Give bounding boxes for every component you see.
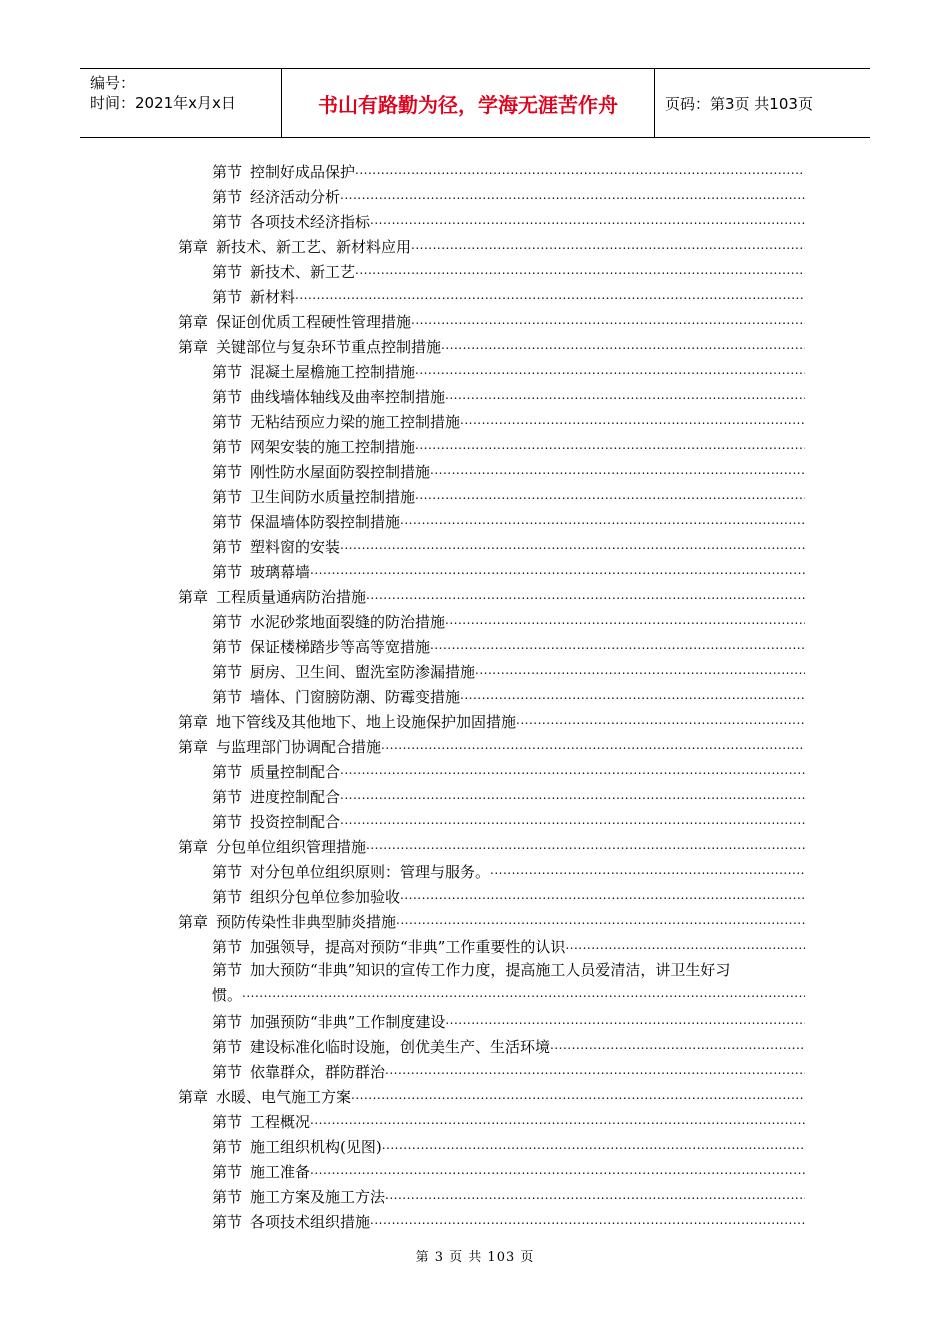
- toc-entry-title: 玻璃幕墙: [250, 563, 311, 581]
- toc-entry-prefix: 第节: [212, 213, 243, 231]
- toc-entry-title: 施工组织机构(见图): [250, 1138, 382, 1156]
- dot-leader: [381, 734, 805, 756]
- toc-entry-section[interactable]: [178, 1058, 805, 1083]
- toc-entry-section[interactable]: [178, 933, 805, 958]
- toc-entry-section[interactable]: [178, 558, 805, 583]
- header-motto: 书山有路勤为径，学海无涯苦作舟: [282, 69, 655, 137]
- toc-entry-title: 新技术、新工艺、新材料应用: [216, 238, 412, 256]
- toc-entry-title: 对分包单位组织原则：管理与服务。: [250, 863, 491, 881]
- toc-entry-section[interactable]: [178, 258, 805, 283]
- dot-leader: [460, 409, 805, 431]
- dot-leader: [475, 659, 805, 681]
- toc-entry-prefix: 第节: [212, 1213, 243, 1231]
- toc-entry-title: 加强预防“非典”工作制度建设: [250, 1013, 446, 1031]
- toc-entry-chapter[interactable]: [178, 733, 805, 758]
- document-date-label: 时间：2021年x月x日: [90, 94, 236, 112]
- toc-entry-title: 厨房、卫生间、盥洗室防渗漏措施: [250, 663, 476, 681]
- toc-entry-section[interactable]: [178, 508, 805, 533]
- toc-entry-prefix: 第节: [212, 1188, 243, 1206]
- dot-leader: [310, 1159, 805, 1181]
- toc-entry-title: 进度控制配合: [250, 788, 341, 806]
- toc-entry-prefix: 第节: [212, 488, 243, 506]
- toc-entry-chapter[interactable]: [178, 1083, 805, 1108]
- toc-entry-prefix: 第章: [178, 838, 209, 856]
- dot-leader: [370, 1209, 805, 1231]
- toc-entry-section[interactable]: [178, 783, 805, 808]
- toc-entry-prefix: 第章: [178, 1088, 209, 1106]
- toc-entry-prefix: 第节: [212, 688, 243, 706]
- toc-entry-line: [212, 983, 805, 1008]
- toc-entry-prefix: 第章: [178, 588, 209, 606]
- toc-entry-prefix: 第节: [212, 1063, 243, 1081]
- toc-entry-chapter[interactable]: [178, 333, 805, 358]
- toc-entry-title: 曲线墙体轴线及曲率控制措施: [250, 388, 446, 406]
- dot-leader: [565, 934, 805, 956]
- dot-leader: [340, 809, 805, 831]
- toc-entry-prefix: 第节: [212, 563, 243, 581]
- dot-leader: [460, 684, 805, 706]
- toc-entry-section[interactable]: [178, 633, 805, 658]
- toc-entry-title: 无粘结预应力梁的施工控制措施: [250, 413, 461, 431]
- toc-entry-title: 分包单位组织管理措施: [216, 838, 367, 856]
- toc-entry-prefix: 第节: [212, 163, 243, 181]
- toc-entry-chapter[interactable]: [178, 233, 805, 258]
- toc-entry-prefix: 第节: [212, 863, 243, 881]
- dot-leader: [340, 759, 805, 781]
- toc-entry-prefix: 第节: [212, 538, 243, 556]
- toc-entry-title: 水泥砂浆地面裂缝的防治措施: [250, 613, 446, 631]
- toc-entry-section[interactable]: [178, 383, 805, 408]
- dot-leader: [340, 784, 805, 806]
- toc-entry-prefix: 第节: [212, 763, 243, 781]
- toc-entry-section[interactable]: [178, 208, 805, 233]
- toc-entry-prefix: 第节: [212, 938, 243, 956]
- dot-leader: [490, 859, 805, 881]
- toc-entry-title: 保温墙体防裂控制措施: [250, 513, 401, 531]
- toc-entry-section[interactable]: [178, 358, 805, 383]
- dot-leader: [351, 1084, 805, 1106]
- toc-entry-section[interactable]: [178, 883, 805, 908]
- toc-entry-title: 各项技术经济指标: [250, 213, 371, 231]
- toc-entry-section[interactable]: [178, 683, 805, 708]
- toc-entry-title: 依靠群众，群防群治: [250, 1063, 386, 1081]
- toc-entry-title: 保证创优质工程硬性管理措施: [216, 313, 412, 331]
- dot-leader: [310, 1109, 805, 1131]
- dot-leader: [430, 459, 805, 481]
- toc-entry-chapter[interactable]: [178, 583, 805, 608]
- toc-entry-title: 刚性防水屋面防裂控制措施: [250, 463, 431, 481]
- dot-leader: [400, 884, 805, 906]
- dot-leader: [415, 359, 805, 381]
- toc-entry-section[interactable]: [178, 758, 805, 783]
- toc-entry-title: 新技术、新工艺: [250, 263, 356, 281]
- toc-entry-prefix: 第节: [212, 1163, 243, 1181]
- toc-entry-section[interactable]: [178, 1183, 805, 1208]
- dot-leader: [366, 834, 805, 856]
- toc-entry-title: 质量控制配合: [250, 763, 341, 781]
- toc-entry-prefix: 第节: [212, 513, 243, 531]
- toc-entry-title: 水暖、电气施工方案: [216, 1088, 352, 1106]
- toc-entry-chapter[interactable]: [178, 308, 805, 333]
- toc-entry-title: 墙体、门窗膀防潮、防霉变措施: [250, 688, 461, 706]
- toc-entry-section[interactable]: [178, 533, 805, 558]
- toc-entry-prefix: 第章: [178, 338, 209, 356]
- toc-entry-prefix: 第节: [212, 188, 243, 206]
- toc-entry-title: 投资控制配合: [250, 813, 341, 831]
- toc-entry-section[interactable]: [178, 1008, 805, 1033]
- dot-leader: [516, 709, 805, 731]
- toc-entry-title: 施工准备: [250, 1163, 311, 1181]
- toc-entry-title: 加大预防“非典”知识的宣传工作力度，提高施工人员爱清洁，讲卫生好习: [250, 961, 731, 979]
- toc-entry-prefix: 第节: [212, 363, 243, 381]
- toc-entry-section[interactable]: [178, 158, 805, 183]
- dot-leader: [445, 384, 805, 406]
- toc-entry-chapter[interactable]: [178, 908, 805, 933]
- toc-entry-title: 卫生间防水质量控制措施: [250, 488, 416, 506]
- dot-leader: [411, 234, 805, 256]
- toc-entry-chapter[interactable]: [178, 708, 805, 733]
- toc-entry-prefix: 第节: [212, 813, 243, 831]
- dot-leader: [366, 584, 805, 606]
- dot-leader: [445, 609, 805, 631]
- toc-entry-title: 经济活动分析: [250, 188, 341, 206]
- toc-entry-prefix: 第节: [212, 1013, 243, 1031]
- dot-leader: [396, 909, 805, 931]
- toc-entry-title: 工程质量通病防治措施: [216, 588, 367, 606]
- toc-entry-prefix: 第节: [212, 613, 243, 631]
- toc-entry-prefix: 第节: [212, 438, 243, 456]
- toc-entry-prefix: 第节: [212, 1113, 243, 1131]
- toc-entry-title: 新材料: [250, 288, 296, 306]
- toc-entry-prefix: 第节: [212, 1138, 243, 1156]
- toc-entry-section[interactable]: [178, 658, 805, 683]
- toc-entry-chapter[interactable]: [178, 833, 805, 858]
- dot-leader: [411, 309, 805, 331]
- dot-leader: [430, 634, 805, 656]
- dot-leader: [550, 1034, 805, 1056]
- document-number-label: 编号：: [90, 74, 136, 92]
- toc-entry-prefix: 第章: [178, 738, 209, 756]
- dot-leader: [295, 284, 805, 306]
- toc-entry-prefix: 第节: [212, 263, 243, 281]
- toc-entry-title: 预防传染性非典型肺炎措施: [216, 913, 397, 931]
- toc-entry-title: 施工方案及施工方法: [250, 1188, 386, 1206]
- dot-leader: [310, 559, 805, 581]
- dot-leader: [340, 184, 805, 206]
- toc-entry-prefix: 第章: [178, 238, 209, 256]
- header-meta: [80, 69, 282, 137]
- toc-entry-prefix: 第节: [212, 1038, 243, 1056]
- page-footer: 第 3 页 共 103 页: [415, 1250, 535, 1265]
- toc-entry-section[interactable]: [178, 183, 805, 208]
- toc-entry-section[interactable]: [178, 1033, 805, 1058]
- dot-leader: [415, 434, 805, 456]
- toc-entry-line: [212, 958, 805, 983]
- page-header: [80, 68, 870, 138]
- toc-entry-prefix: 第节: [212, 388, 243, 406]
- toc-entry-title: 塑料窗的安装: [250, 538, 341, 556]
- toc-entry-section[interactable]: [178, 608, 805, 633]
- dot-leader: [385, 1059, 805, 1081]
- toc-entry-section[interactable]: [178, 408, 805, 433]
- toc-entry-title: 混凝土屋檐施工控制措施: [250, 363, 416, 381]
- toc-entry-section[interactable]: [178, 483, 805, 508]
- dot-leader: [400, 509, 805, 531]
- toc-entry-section[interactable]: [178, 958, 805, 1008]
- toc-entry-title: 保证楼梯踏步等高等宽措施: [250, 638, 431, 656]
- dot-leader: [441, 334, 805, 356]
- toc-entry-prefix: 第章: [178, 713, 209, 731]
- toc-entry-prefix: 第章: [178, 913, 209, 931]
- toc-entry-prefix: 第节: [212, 788, 243, 806]
- toc-entry-title: 加强领导，提高对预防“非典”工作重要性的认识: [250, 938, 566, 956]
- toc-entry-section[interactable]: [178, 283, 805, 308]
- toc-entry-title: 与监理部门协调配合措施: [216, 738, 382, 756]
- dot-leader: [242, 981, 805, 1006]
- toc-entry-title: 组织分包单位参加验收: [250, 888, 401, 906]
- toc-entry-prefix: 第节: [212, 288, 243, 306]
- toc-entry-title: 建设标准化临时设施，创优美生产、生活环境: [250, 1038, 551, 1056]
- toc-entry-section[interactable]: [178, 808, 805, 833]
- toc-entry-prefix: 第节: [212, 663, 243, 681]
- toc-entry-section[interactable]: [178, 858, 805, 883]
- toc-entry-title: 关键部位与复杂环节重点控制措施: [216, 338, 442, 356]
- toc-entry-section[interactable]: [178, 458, 805, 483]
- toc-entry-title: 各项技术组织措施: [250, 1213, 371, 1231]
- toc-entry-title: 网架安装的施工控制措施: [250, 438, 416, 456]
- toc-entry-prefix: 第章: [178, 313, 209, 331]
- toc-entry-title: 工程概况: [250, 1113, 311, 1131]
- toc-entry-prefix: 第节: [212, 463, 243, 481]
- toc-entry-title: 地下管线及其他地下、地上设施保护加固措施: [216, 713, 517, 731]
- toc-entry-section[interactable]: [178, 433, 805, 458]
- dot-leader: [355, 259, 805, 281]
- table-of-contents: [178, 158, 805, 1233]
- toc-entry-section[interactable]: [178, 1108, 805, 1133]
- toc-entry-section[interactable]: [178, 1208, 805, 1233]
- header-page-label: 页码：第3页 共103页: [665, 94, 813, 113]
- toc-entry-title: 控制好成品保护: [250, 163, 356, 181]
- dot-leader: [445, 1009, 805, 1031]
- toc-entry-prefix: 第节: [212, 638, 243, 656]
- toc-entry-title-continued: 惯。: [212, 986, 243, 1004]
- toc-entry-prefix: 第节: [212, 413, 243, 431]
- dot-leader: [382, 1134, 805, 1156]
- dot-leader: [340, 534, 805, 556]
- toc-entry-section[interactable]: [178, 1133, 805, 1158]
- dot-leader: [370, 209, 805, 231]
- toc-entry-prefix: 第节: [212, 961, 243, 979]
- dot-leader: [415, 484, 805, 506]
- dot-leader: [355, 159, 805, 181]
- toc-entry-prefix: 第节: [212, 888, 243, 906]
- toc-entry-section[interactable]: [178, 1158, 805, 1183]
- dot-leader: [385, 1184, 805, 1206]
